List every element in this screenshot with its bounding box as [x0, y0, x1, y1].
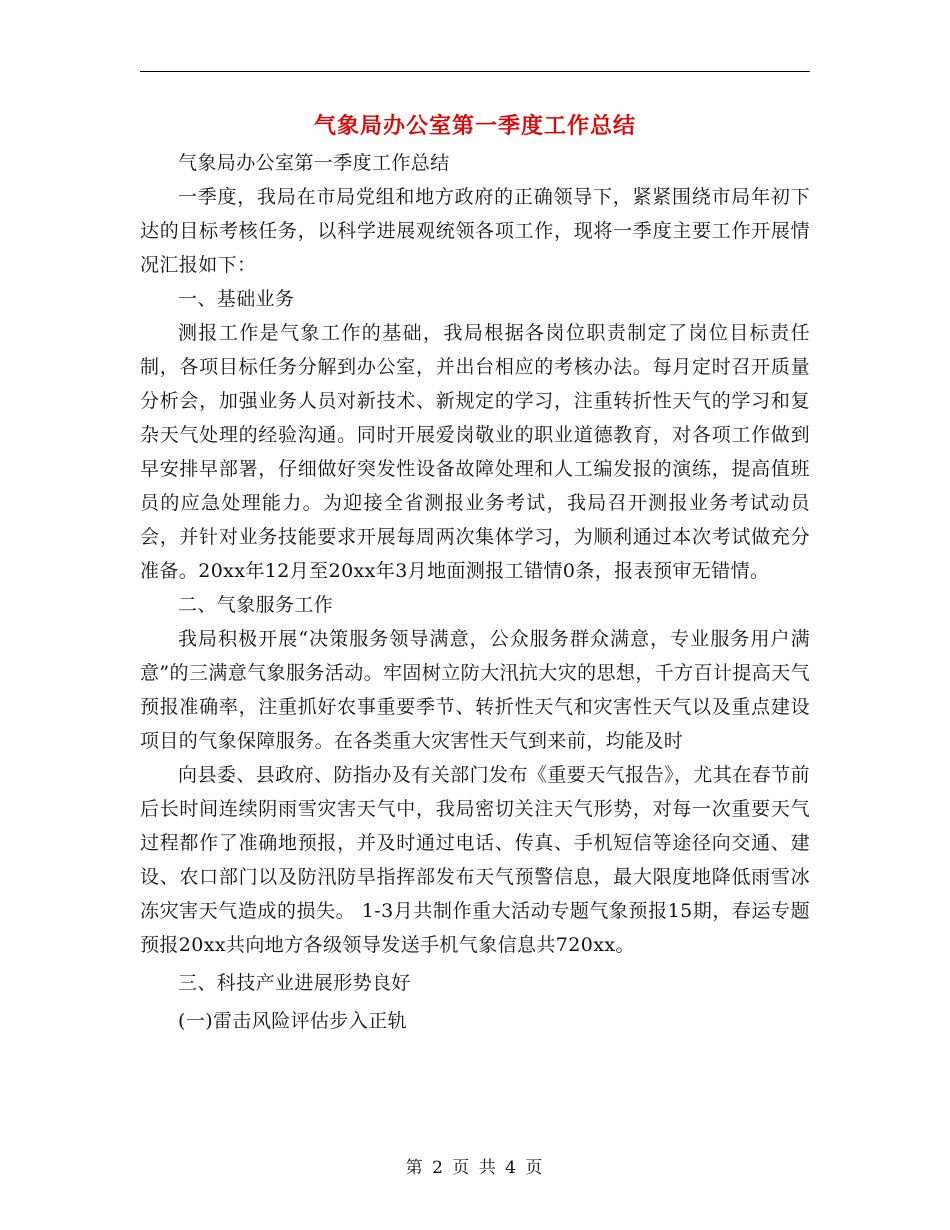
page-number: 第 2 页 共 4 页	[405, 1158, 545, 1178]
subsection-heading-lightning-risk: (一)雷击风险评估步入正轨	[178, 1010, 408, 1032]
section-heading-tech-industry: 三、科技产业进展形势良好	[178, 972, 411, 994]
paragraph-weather-service: 我局积极开展“决策服务领导满意，公众服务群众满意，专业服务用户满意”的三满意气象服务活动。牢固树立防大汛抗大灾的思想，千方百计提高天气预报准确率，注重抓好农事重要季节、转折性天气和灾害性天气以及重点建设项目的气象保障服务。在各类重大灾害性天气到来前，均能及时	[140, 628, 810, 752]
paragraph-subtitle: 气象局办公室第一季度工作总结	[178, 152, 450, 174]
paragraph-observation-work: 测报工作是气象工作的基础，我局根据各岗位职责制定了岗位目标责任制，各项目标任务分解到办公室，并出台相应的考核办法。每月定时召开质量分析会，加强业务人员对新技术、新规定的学习，注重转折性天气的学习和复杂天气处理的经验沟通。同时开展爱岗敬业的职业道德教育，对各项工作做到早安排早部署，仔细做好突发性设备故障处理和人工编发报的演练，提高值班员的应急处理能力。为迎接全省测报业务考试，我局召开测报业务考试动员会，并针对业务技能要求开展每周两次集体学习，为顺利通过本次考试做充分准备。20xx年12月至20xx年3月地面测报工错情0条，报表预审无错情。	[140, 322, 810, 582]
document-body	[140, 146, 810, 1038]
header-rule	[140, 71, 810, 72]
paragraph-weather-report: 向县委、县政府、防指办及有关部门发布《重要天气报告》，尤其在春节前后长时间连续阴雨雪灾害天气中，我局密切关注天气形势，对每一次重要天气过程都作了准确地预报，并及时通过电话、传真、手机短信等途径向交通、建设、农口部门以及防汛防旱指挥部发布天气预警信息，最大限度地降低雨雪冰冻灾害天气造成的损失。 1-3月共制作重大活动专题气象预报15期，春运专题预报20xx共向地方各级领导发送手机气象信息共720xx。	[140, 764, 810, 956]
section-heading-weather-service: 二、气象服务工作	[178, 594, 334, 616]
section-heading-basic-business: 一、基础业务	[178, 288, 295, 310]
document-title: 气象局办公室第一季度工作总结	[313, 113, 636, 139]
paragraph-intro: 一季度，我局在市局党组和地方政府的正确领导下，紧紧围绕市局年初下达的目标考核任务，以科学进展观统领各项工作，现将一季度主要工作开展情况汇报如下：	[140, 186, 810, 276]
